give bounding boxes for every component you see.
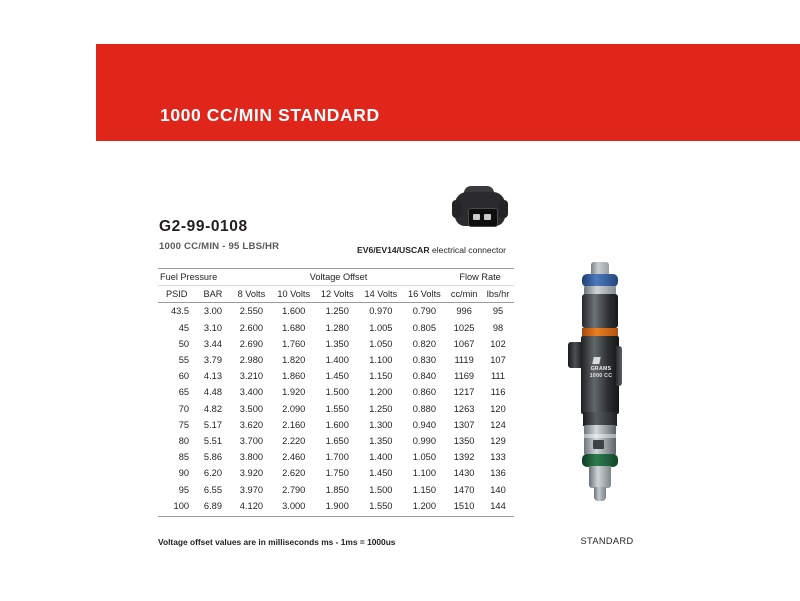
cell-16v: 0.830 — [412, 355, 437, 366]
flow-spec-table — [158, 268, 514, 517]
injector-caption: STANDARD — [580, 536, 634, 546]
electrical-connector-image — [452, 186, 508, 232]
table-body — [158, 303, 514, 517]
cell-bar: 4.13 — [203, 371, 223, 382]
cell-10v: 1.920 — [282, 387, 306, 398]
connector-pin-right — [484, 214, 491, 220]
cell-14v: 1.500 — [369, 484, 393, 495]
cell-12v: 1.600 — [325, 419, 349, 430]
cell-psid: 60 — [178, 371, 190, 382]
part-flow-subtitle: 1000 CC/MIN - 95 LBS/HR — [159, 241, 280, 252]
cell-16v: 1.050 — [412, 452, 437, 463]
cell-14v: 0.970 — [369, 306, 393, 317]
part-number: G2-99-0108 — [159, 218, 248, 235]
cell-12v: 1.450 — [325, 371, 349, 382]
cell-10v: 3.000 — [272, 498, 316, 517]
table-row — [158, 384, 514, 400]
cell-lbshr: 129 — [490, 436, 506, 447]
injector-upper-body — [582, 294, 618, 328]
cell-ccmin: 1067 — [453, 338, 475, 349]
cell-12v: 1.750 — [325, 468, 349, 479]
group-header-fuel-pressure: Fuel Pressure — [158, 269, 231, 286]
cell-lbshr: 111 — [490, 371, 506, 382]
cell-10v: 1.600 — [282, 306, 306, 317]
connector-face — [468, 208, 498, 227]
cell-psid: 55 — [178, 355, 190, 366]
cell-8v: 3.920 — [239, 468, 264, 479]
column-header-14-volts: 14 Volts — [359, 286, 403, 303]
cell-12v: 1.850 — [325, 484, 349, 495]
table-column-header-row — [158, 286, 514, 303]
cell-10v: 2.620 — [282, 468, 306, 479]
cell-ccmin: 1307 — [453, 419, 475, 430]
cell-16v: 0.840 — [412, 371, 437, 382]
cell-10v: 1.820 — [282, 355, 306, 366]
injector-nozzle-tip — [594, 487, 606, 501]
column-header-8-volts: 8 Volts — [231, 286, 272, 303]
cell-ccmin: 1510 — [446, 498, 482, 517]
cell-12v: 1.280 — [325, 322, 349, 333]
cell-bar: 4.48 — [203, 387, 223, 398]
connector-caption-light: electrical connector — [429, 245, 507, 255]
cell-10v: 2.220 — [282, 436, 306, 447]
table-row — [158, 482, 514, 498]
injector-image — [560, 262, 650, 534]
cell-14v: 1.550 — [359, 498, 403, 517]
cell-14v: 1.400 — [369, 452, 393, 463]
table-row — [158, 498, 514, 517]
cell-lbshr: 120 — [490, 403, 506, 414]
cell-12v: 1.400 — [325, 355, 349, 366]
injector-tip-body — [589, 466, 611, 488]
table-row — [158, 433, 514, 449]
cell-lbshr: 98 — [492, 322, 504, 333]
cell-bar: 6.55 — [203, 484, 223, 495]
connector-caption — [357, 245, 506, 255]
spec-table-wrapper — [158, 268, 514, 517]
cell-bar: 3.00 — [203, 306, 223, 317]
cell-psid: 43.5 — [170, 306, 190, 317]
cell-ccmin: 996 — [456, 306, 472, 317]
cell-bar: 3.79 — [203, 355, 223, 366]
cell-psid: 70 — [178, 403, 190, 414]
group-header-flow-rate: Flow Rate — [446, 269, 514, 286]
cell-16v: 0.940 — [412, 419, 437, 430]
connector-caption-bold: EV6/EV14/USCAR — [357, 245, 430, 255]
cell-psid: 50 — [178, 338, 190, 349]
cell-bar: 3.10 — [203, 322, 223, 333]
cell-12v: 1.250 — [325, 306, 349, 317]
column-header-bar: BAR — [195, 286, 231, 303]
table-row — [158, 465, 514, 481]
cell-12v: 1.350 — [325, 338, 349, 349]
cell-16v: 1.100 — [412, 468, 437, 479]
column-header-lbshr: lbs/hr — [482, 286, 514, 303]
cell-psid: 45 — [178, 322, 190, 333]
cell-10v: 2.790 — [282, 484, 306, 495]
injector-retaining-clip — [616, 346, 622, 386]
cell-psid: 75 — [178, 419, 190, 430]
connector-wing-right — [499, 200, 508, 218]
table-group-header-row — [158, 269, 514, 286]
cell-8v: 2.690 — [239, 338, 264, 349]
injector-label-brand: GRAMS — [590, 366, 612, 372]
connector-wing-left — [452, 200, 461, 218]
cell-ccmin: 1169 — [454, 371, 475, 382]
cell-psid: 65 — [178, 387, 190, 398]
cell-16v: 0.880 — [412, 403, 437, 414]
page-title: 1000 CC/MIN STANDARD — [160, 105, 380, 125]
cell-8v: 3.970 — [239, 484, 264, 495]
cell-14v: 1.450 — [369, 468, 393, 479]
cell-psid: 80 — [178, 436, 190, 447]
header-banner — [96, 44, 800, 141]
cell-8v: 3.210 — [239, 371, 264, 382]
table-row — [158, 336, 514, 352]
cell-10v: 1.760 — [282, 338, 306, 349]
cell-14v: 1.250 — [369, 403, 393, 414]
cell-lbshr: 116 — [490, 387, 506, 398]
cell-lbshr: 140 — [490, 484, 506, 495]
cell-ccmin: 1430 — [453, 468, 475, 479]
cell-8v: 3.400 — [239, 387, 264, 398]
table-row — [158, 303, 514, 320]
column-header-16-volts: 16 Volts — [403, 286, 447, 303]
cell-bar: 5.17 — [203, 419, 223, 430]
cell-14v: 1.150 — [369, 371, 393, 382]
table-row — [158, 417, 514, 433]
cell-lbshr: 102 — [490, 338, 506, 349]
cell-psid: 95 — [178, 484, 190, 495]
cell-10v: 2.160 — [282, 419, 306, 430]
cell-16v: 0.860 — [412, 387, 437, 398]
cell-12v: 1.500 — [325, 387, 349, 398]
cell-ccmin: 1470 — [453, 484, 475, 495]
cell-8v: 2.550 — [239, 306, 264, 317]
connector-body — [455, 192, 505, 226]
cell-10v: 2.460 — [282, 452, 306, 463]
cell-lbshr: 136 — [490, 468, 506, 479]
cell-ccmin: 1392 — [453, 452, 475, 463]
table-row — [158, 368, 514, 384]
table-row — [158, 449, 514, 465]
injector-electrical-plug — [568, 342, 582, 368]
cell-lbshr: 107 — [490, 355, 506, 366]
cell-psid: 90 — [178, 468, 190, 479]
cell-bar: 6.89 — [195, 498, 231, 517]
table-row — [158, 320, 514, 336]
cell-12v: 1.900 — [315, 498, 359, 517]
cell-16v: 0.990 — [412, 436, 437, 447]
cell-lbshr: 144 — [482, 498, 514, 517]
cell-8v: 3.800 — [239, 452, 264, 463]
cell-8v: 3.700 — [239, 436, 264, 447]
cell-16v: 0.820 — [412, 338, 437, 349]
cell-8v: 3.620 — [239, 419, 264, 430]
cell-14v: 1.300 — [369, 419, 393, 430]
cell-8v: 2.600 — [239, 322, 264, 333]
cell-16v: 0.790 — [412, 306, 437, 317]
cell-bar: 6.20 — [203, 468, 223, 479]
injector-lower-neck — [583, 412, 617, 426]
cell-bar: 3.44 — [203, 338, 223, 349]
cell-8v: 3.500 — [239, 403, 264, 414]
cell-10v: 2.090 — [282, 403, 306, 414]
cell-10v: 1.680 — [282, 322, 306, 333]
cell-bar: 4.82 — [203, 403, 223, 414]
column-header-12-volts: 12 Volts — [315, 286, 359, 303]
cell-12v: 1.550 — [325, 403, 349, 414]
cell-lbshr: 95 — [492, 306, 504, 317]
column-header-psid: PSID — [158, 286, 195, 303]
group-header-voltage-offset: Voltage Offset — [231, 269, 446, 286]
cell-8v: 4.120 — [231, 498, 272, 517]
cell-ccmin: 1217 — [453, 387, 475, 398]
table-row — [158, 352, 514, 368]
cell-ccmin: 1025 — [453, 322, 475, 333]
injector-label — [588, 354, 614, 394]
cell-14v: 1.100 — [369, 355, 393, 366]
cell-14v: 1.005 — [369, 322, 393, 333]
cell-bar: 5.86 — [203, 452, 223, 463]
cell-12v: 1.700 — [325, 452, 349, 463]
cell-14v: 1.050 — [369, 338, 393, 349]
injector-label-flow: 1000 CC — [589, 373, 613, 379]
cell-16v: 1.150 — [412, 484, 437, 495]
cell-lbshr: 124 — [490, 419, 506, 430]
table-row — [158, 401, 514, 417]
footnote-text: Voltage offset values are in milliseconds ms - 1ms = 1000us — [158, 537, 396, 547]
connector-pin-left — [473, 214, 480, 220]
cell-psid: 85 — [178, 452, 190, 463]
injector-steel-highlight — [584, 434, 616, 438]
cell-lbshr: 133 — [490, 452, 506, 463]
cell-psid: 100 — [158, 498, 195, 517]
cell-16v: 0.805 — [412, 322, 437, 333]
cell-ccmin: 1263 — [453, 403, 475, 414]
cell-12v: 1.650 — [325, 436, 349, 447]
cell-ccmin: 1350 — [453, 436, 475, 447]
cell-8v: 2.980 — [239, 355, 264, 366]
cell-ccmin: 1119 — [454, 355, 474, 366]
cell-bar: 5.51 — [203, 436, 223, 447]
cell-14v: 1.200 — [369, 387, 393, 398]
injector-orange-band — [582, 328, 618, 336]
column-header-10-volts: 10 Volts — [272, 286, 316, 303]
cell-14v: 1.350 — [369, 436, 393, 447]
cell-10v: 1.860 — [282, 371, 306, 382]
injector-stamp — [593, 440, 604, 449]
cell-16v: 1.200 — [403, 498, 447, 517]
column-header-ccmin: cc/min — [446, 286, 482, 303]
